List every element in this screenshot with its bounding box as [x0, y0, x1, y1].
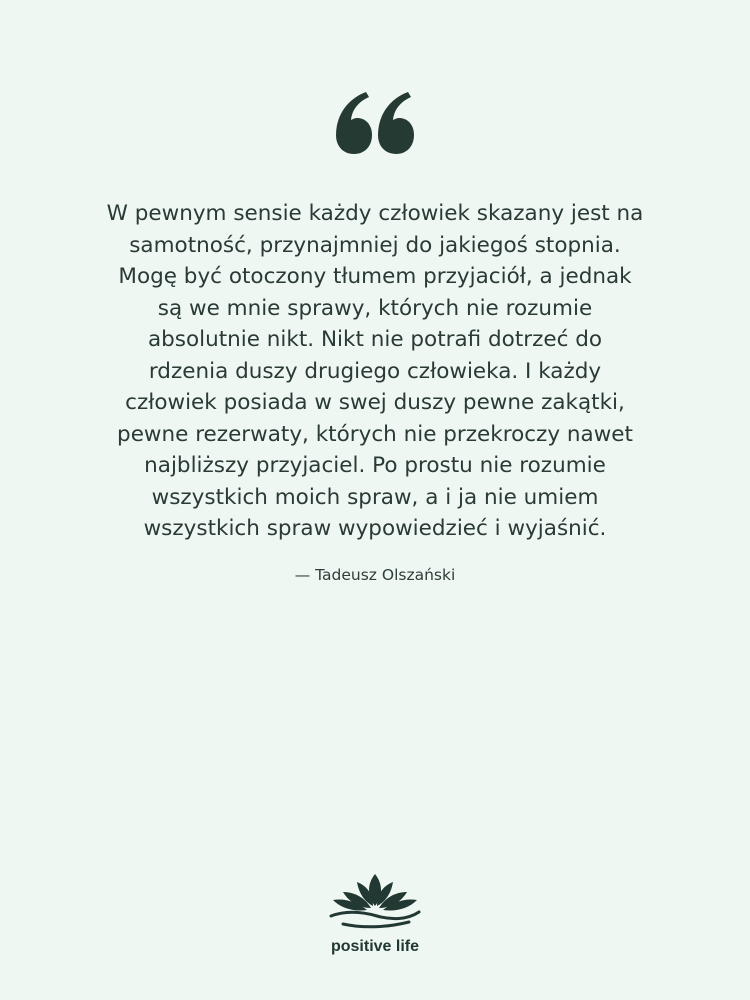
- brand-name: positive life: [330, 938, 420, 955]
- quote-text: W pewnym sensie każdy człowiek skazany jest na samotność, przynajmniej do jakiegoś stopnia. Mogę być otoczony tłumem przyjaciół, a jednak są we mnie sprawy, których nie rozumie absolutnie nikt. Nikt nie potrafi dotrzeć do rdzenia duszy drugiego człowieka. I każdy człowiek posiada w swej duszy pewne zakątki, pewne rezerwaty, których nie przekroczy nawet najbliższy przyjaciel. Po prostu nie rozumie wszystkich moich spraw, a i ja nie umiem wszystkich spraw wypowiedzieć i wyjaśnić.: [106, 201, 644, 541]
- lotus-icon: [327, 872, 423, 930]
- quote-attribution: — Tadeusz Olszański: [294, 566, 456, 584]
- quote-mark-icon: [336, 92, 414, 154]
